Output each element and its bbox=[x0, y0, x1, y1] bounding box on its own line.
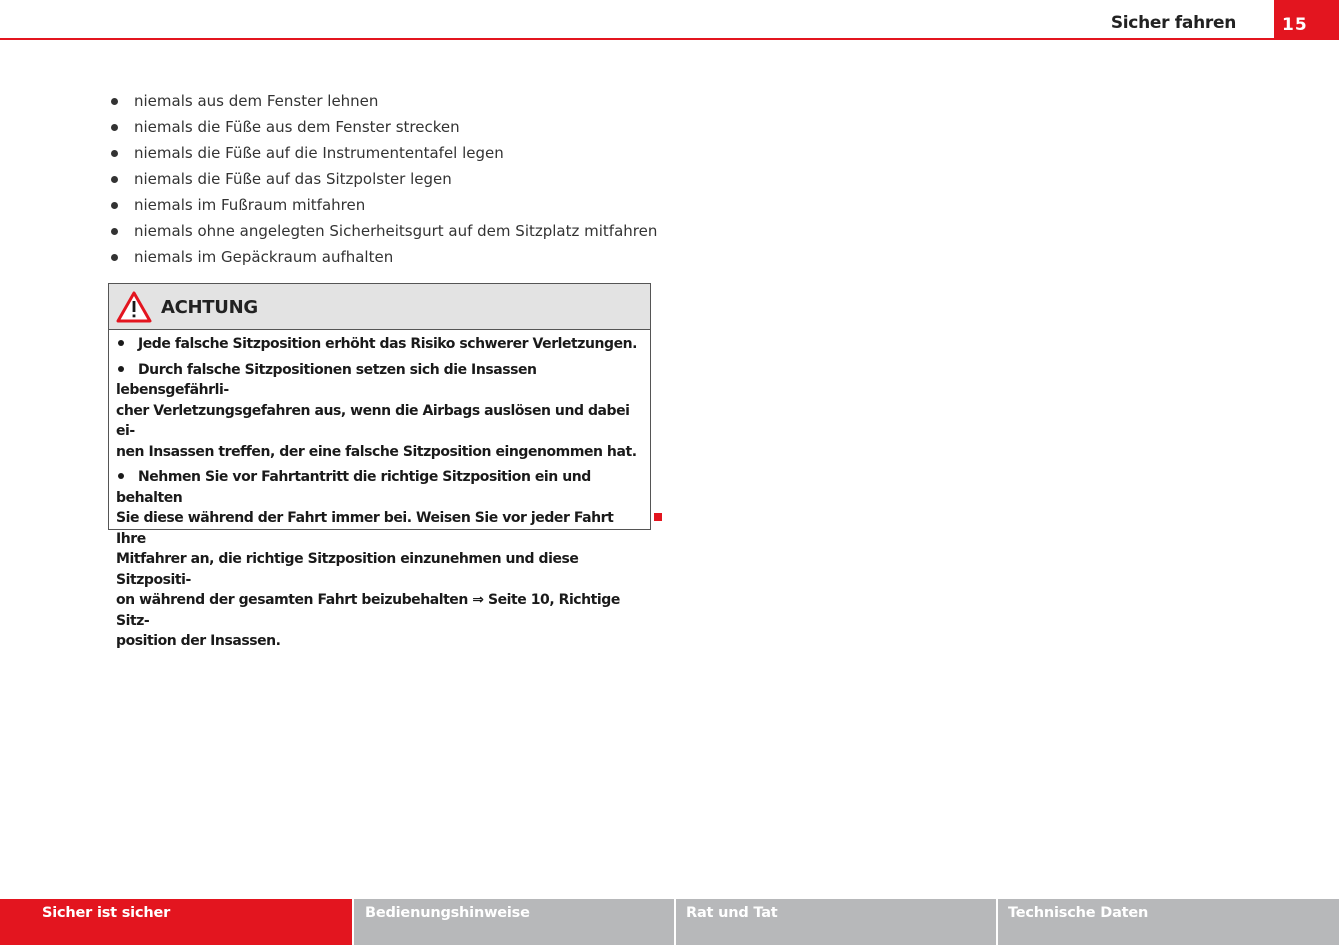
list-item: niemals die Füße auf das Sitzpolster legen bbox=[108, 166, 657, 192]
list-item: niemals aus dem Fenster lehnen bbox=[108, 88, 657, 114]
warning-item-line: Nehmen Sie vor Fahrtantritt die richtige Sitzposition ein und behalten bbox=[116, 469, 591, 506]
footer-tab-bedienungshinweise[interactable]: Bedienungshinweise bbox=[354, 899, 674, 945]
list-item: niemals die Füße auf die Instrumententafel legen bbox=[108, 140, 657, 166]
bullet-dot-icon bbox=[118, 473, 124, 479]
warning-title: ACHTUNG bbox=[161, 297, 258, 318]
warning-item-line: position der Insassen. bbox=[116, 633, 281, 649]
warning-item-line: Durch falsche Sitzpositionen setzen sich die Insassen lebensgefährli- bbox=[116, 361, 537, 398]
list-item: niemals ohne angelegten Sicherheitsgurt auf dem Sitzplatz mitfahren bbox=[108, 218, 657, 244]
page-number: 15 bbox=[1274, 0, 1339, 40]
bullet-list bbox=[108, 88, 657, 270]
list-item: niemals die Füße aus dem Fenster strecken bbox=[108, 114, 657, 140]
warning-item-line: on während der gesamten Fahrt beizubehalten ⇒ Seite 10, Richtige Sitz- bbox=[116, 592, 620, 629]
warning-item bbox=[116, 334, 643, 355]
list-item: niemals im Gepäckraum aufhalten bbox=[108, 244, 657, 270]
warning-item-text: Jede falsche Sitzposition erhöht das Risiko schwerer Verletzungen. bbox=[138, 336, 638, 352]
header-rule bbox=[0, 38, 1339, 40]
warning-box bbox=[108, 283, 651, 649]
warning-item-line: cher Verletzungsgefahren aus, wenn die Airbags auslösen und dabei ei- bbox=[116, 402, 630, 439]
section-end-marker bbox=[654, 513, 662, 521]
warning-header bbox=[109, 284, 650, 330]
warning-triangle-icon bbox=[116, 291, 152, 323]
warning-item-line: Mitfahrer an, die richtige Sitzposition einzunehmen und diese Sitzpositi- bbox=[116, 551, 579, 588]
page-section-title: Sicher fahren bbox=[1110, 13, 1236, 33]
bullet-dot-icon bbox=[118, 366, 124, 372]
footer-tab-rat-und-tat[interactable]: Rat und Tat bbox=[676, 899, 996, 945]
footer-tab-technische-daten[interactable]: Technische Daten bbox=[998, 899, 1339, 945]
footer-tab-sicher-ist-sicher[interactable]: Sicher ist sicher bbox=[0, 899, 352, 945]
warning-item-line: nen Insassen treffen, der eine falsche Sitzposition eingenommen hat. bbox=[116, 443, 637, 460]
warning-item-line: Sie diese während der Fahrt immer bei. Weisen Sie vor jeder Fahrt Ihre bbox=[116, 510, 614, 547]
warning-item bbox=[116, 467, 643, 652]
warning-body bbox=[109, 330, 650, 652]
warning-item bbox=[116, 360, 643, 463]
bullet-dot-icon bbox=[118, 340, 124, 346]
list-item: niemals im Fußraum mitfahren bbox=[108, 192, 657, 218]
